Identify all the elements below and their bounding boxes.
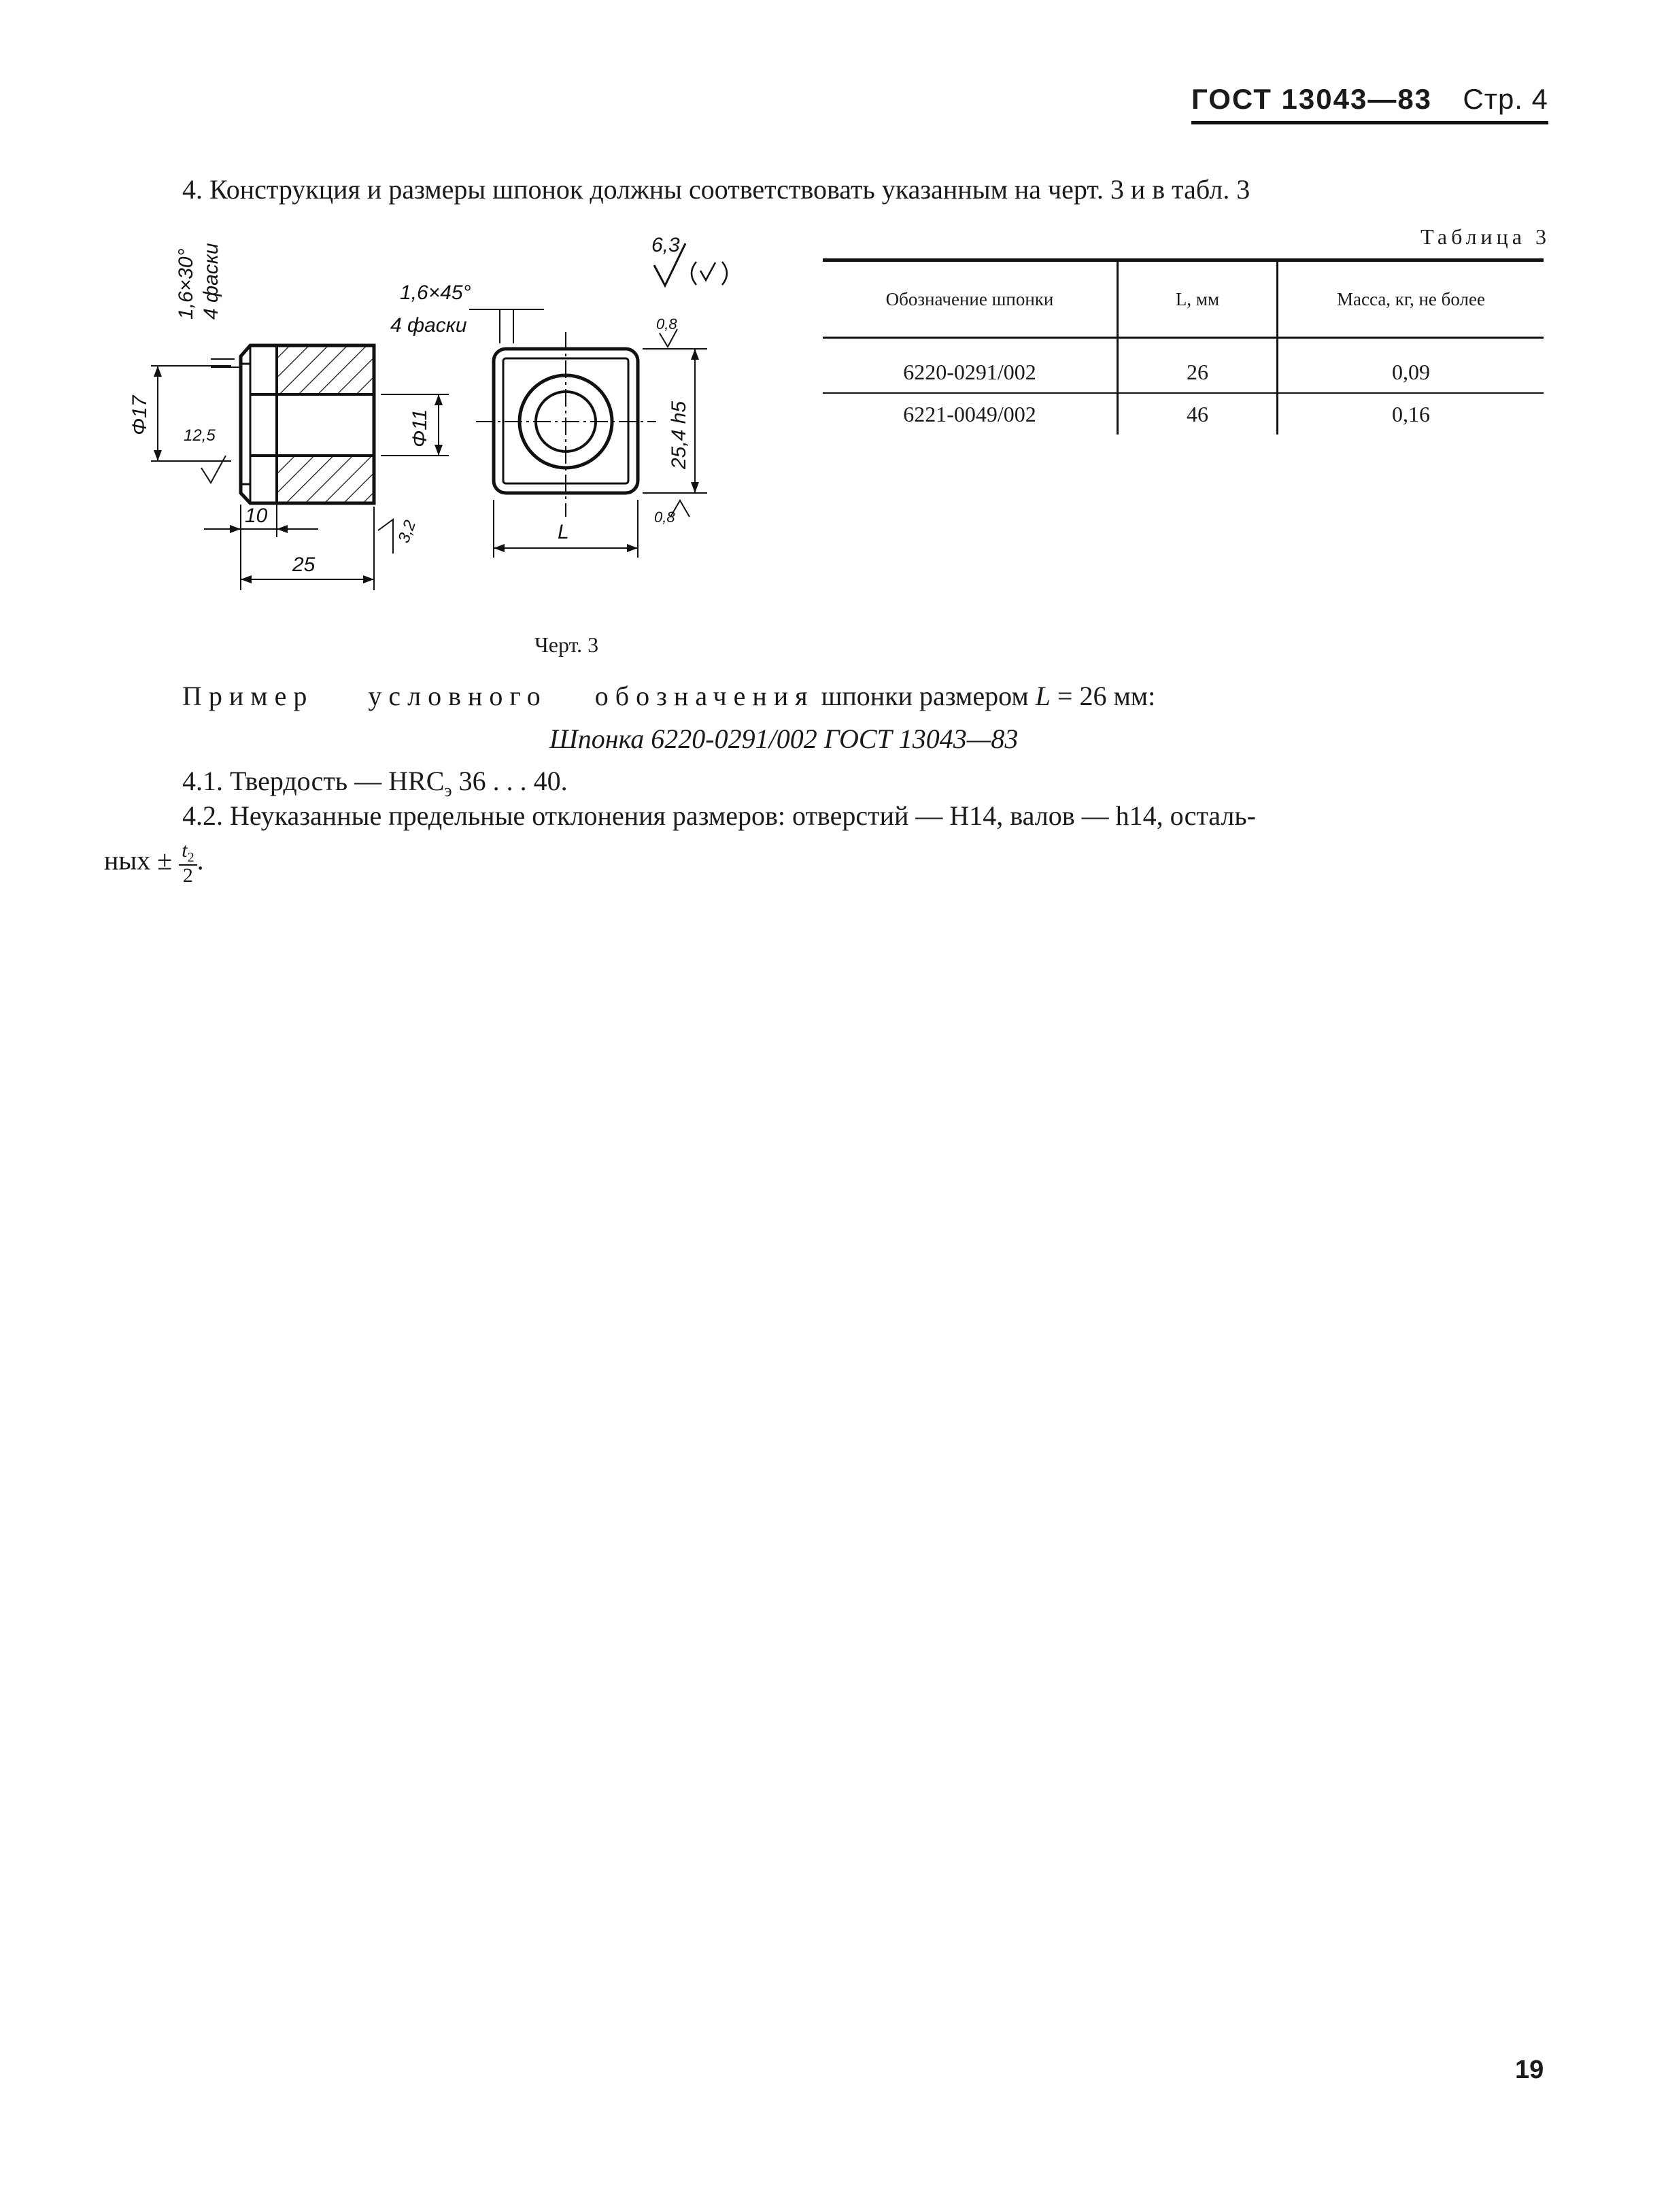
page-number: 19: [1515, 2056, 1544, 2084]
example-label: Пример: [182, 681, 314, 711]
chamfer-front-count: 4 фаски: [390, 314, 467, 337]
col-length-header: L, мм: [1118, 260, 1278, 338]
example-word-1: условного: [368, 681, 547, 711]
cell-mass: 0,09: [1278, 338, 1544, 394]
table-row: [823, 338, 1544, 394]
clause-4-2-prefix: ных ±: [104, 845, 173, 876]
cell-length: 26: [1118, 338, 1278, 394]
dim-outer-diameter: Φ17: [129, 395, 151, 435]
roughness-main-value: 6,3: [651, 234, 680, 256]
cell-length: 46: [1118, 393, 1278, 435]
clause-4-1: [182, 765, 568, 801]
table-row: [823, 393, 1544, 435]
dim-inner-diameter: Φ11: [409, 409, 431, 447]
front-view: [390, 282, 707, 558]
roughness-bore: 12,5: [184, 426, 216, 445]
col-designation-header: Обозначение шпонки: [823, 260, 1118, 338]
example-word-2: обозначения: [594, 681, 815, 711]
fraction-numerator: t: [182, 839, 188, 862]
dim-square-width: 25,4 h5: [668, 401, 690, 469]
example-eq: = 26 мм:: [1050, 681, 1156, 711]
cell-mass: 0,16: [1278, 393, 1544, 435]
fraction: [179, 840, 197, 886]
cell-designation: 6221-0049/002: [903, 401, 1036, 426]
drawing-cherteg-3: [116, 224, 755, 605]
fraction-denominator: 2: [182, 864, 193, 887]
example-designation: Шпонка 6220-0291/002 ГОСТ 13043—83: [549, 724, 1019, 754]
dim-total-length: 25: [292, 554, 316, 576]
clause-4-2-line2: [104, 840, 204, 886]
dim-shoulder-length: 10: [245, 505, 268, 527]
roughness-face: 3,2: [394, 517, 420, 546]
page-header: [1191, 83, 1548, 124]
example-var: L: [1035, 681, 1051, 711]
col-mass-header: Масса, кг, не более: [1278, 260, 1544, 338]
chamfer-front-label: 1,6×45°: [400, 282, 471, 304]
page-label: Стр. 4: [1463, 83, 1548, 115]
example-line: [182, 680, 1155, 713]
roughness-bottom: 0,8: [654, 509, 675, 526]
example-text: шпонки размером: [814, 681, 1036, 711]
dim-length-L: L: [558, 521, 569, 543]
drawing-caption: Черт. 3: [534, 632, 599, 657]
intro-paragraph: 4. Конструкция и размеры шпонок должны соответствовать указанным на черт. 3 и в табл. 3: [182, 174, 1250, 205]
clause-4-1-range: 36 . . . 40.: [452, 766, 568, 796]
table-title: Таблица 3: [1420, 224, 1550, 249]
chamfer-side-label: 1,6×30°: [175, 248, 197, 320]
fraction-numerator-sub: 2: [187, 850, 194, 865]
clause-4-2-line1: 4.2. Неуказанные предельные отклонения размеров: отверстий — H14, валов — h14, осталь-: [182, 800, 1256, 831]
roughness-top: 0,8: [656, 316, 677, 333]
clause-4-2-end: .: [197, 845, 204, 876]
header-rule: [1191, 121, 1548, 124]
cell-designation: 6220-0291/002: [823, 338, 1118, 394]
standard-number: ГОСТ 13043—83: [1191, 83, 1433, 115]
chamfer-side-count: 4 фаски: [200, 243, 222, 320]
hatch-bottom: [277, 456, 374, 503]
roughness-main-symbol: [651, 234, 727, 286]
clause-4-1-text: 4.1. Твердость — HRC: [182, 766, 445, 796]
clause-4-1-sub: э: [444, 781, 452, 800]
mass-table: [823, 258, 1544, 435]
hatch-top: [277, 345, 374, 394]
